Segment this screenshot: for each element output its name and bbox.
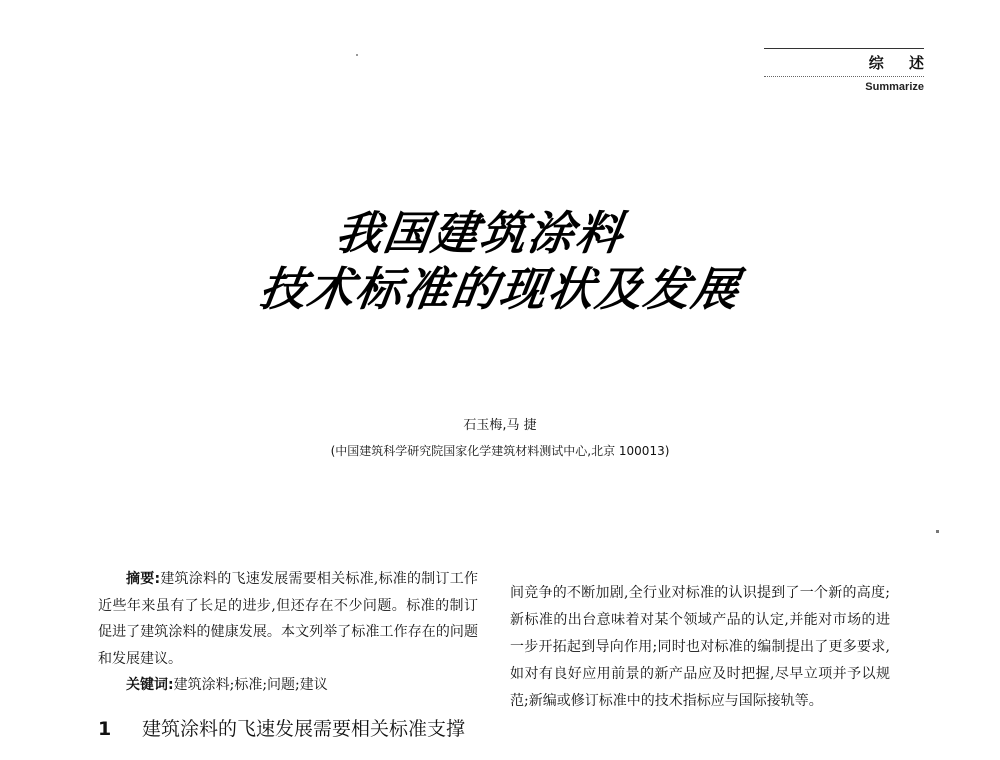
abstract-text: 建筑涂料的飞速发展需要相关标准,标准的制订工作近些年来虽有了长足的进步,但还存在不少问题。标准的制订促进了建筑涂料的健康发展。本文列举了标准工作存在的问题和发展建议。 — [98, 571, 478, 667]
abstract-label: 摘要: — [126, 571, 161, 587]
keywords — [98, 672, 478, 699]
section-heading — [98, 716, 488, 742]
section-title: 建筑涂料的飞速发展需要相关标准支撑 — [142, 718, 466, 740]
header-rule-thin — [764, 76, 924, 77]
scan-speck — [936, 530, 939, 533]
left-column — [98, 566, 478, 699]
keywords-label: 关键词: — [126, 677, 174, 693]
title-line-1: 我国建筑涂料 — [332, 206, 628, 260]
affiliation: (中国建筑科学研究院国家化学建筑材料测试中心,北京 100013) — [330, 444, 670, 458]
right-column-text: 间竞争的不断加剧,全行业对标准的认识提到了一个新的高度;新标准的出台意味着对某个领域产品的认定,并能对市场的进一步开拓起到导向作用;同时也对标准的编制提出了更多要求,如对有良好应用前景的新产品应及时把握,尽早立项并予以规范;新编或修订标准中的技术指标应与国际接轨等。 — [510, 585, 890, 709]
keywords-text: 建筑涂料;标准;问题;建议 — [173, 677, 328, 693]
section-number: 1 — [98, 718, 112, 740]
scan-speck — [356, 54, 358, 56]
article-title — [0, 205, 1000, 317]
title-line-2: 技术标准的现状及发展 — [256, 262, 744, 316]
authors: 石玉梅,马 捷 — [463, 418, 537, 433]
abstract — [98, 566, 478, 672]
section-label-en: Summarize — [865, 81, 924, 93]
section-label-cn: 综 述 — [868, 54, 934, 72]
header-rule — [764, 48, 924, 49]
section-header — [764, 48, 934, 93]
